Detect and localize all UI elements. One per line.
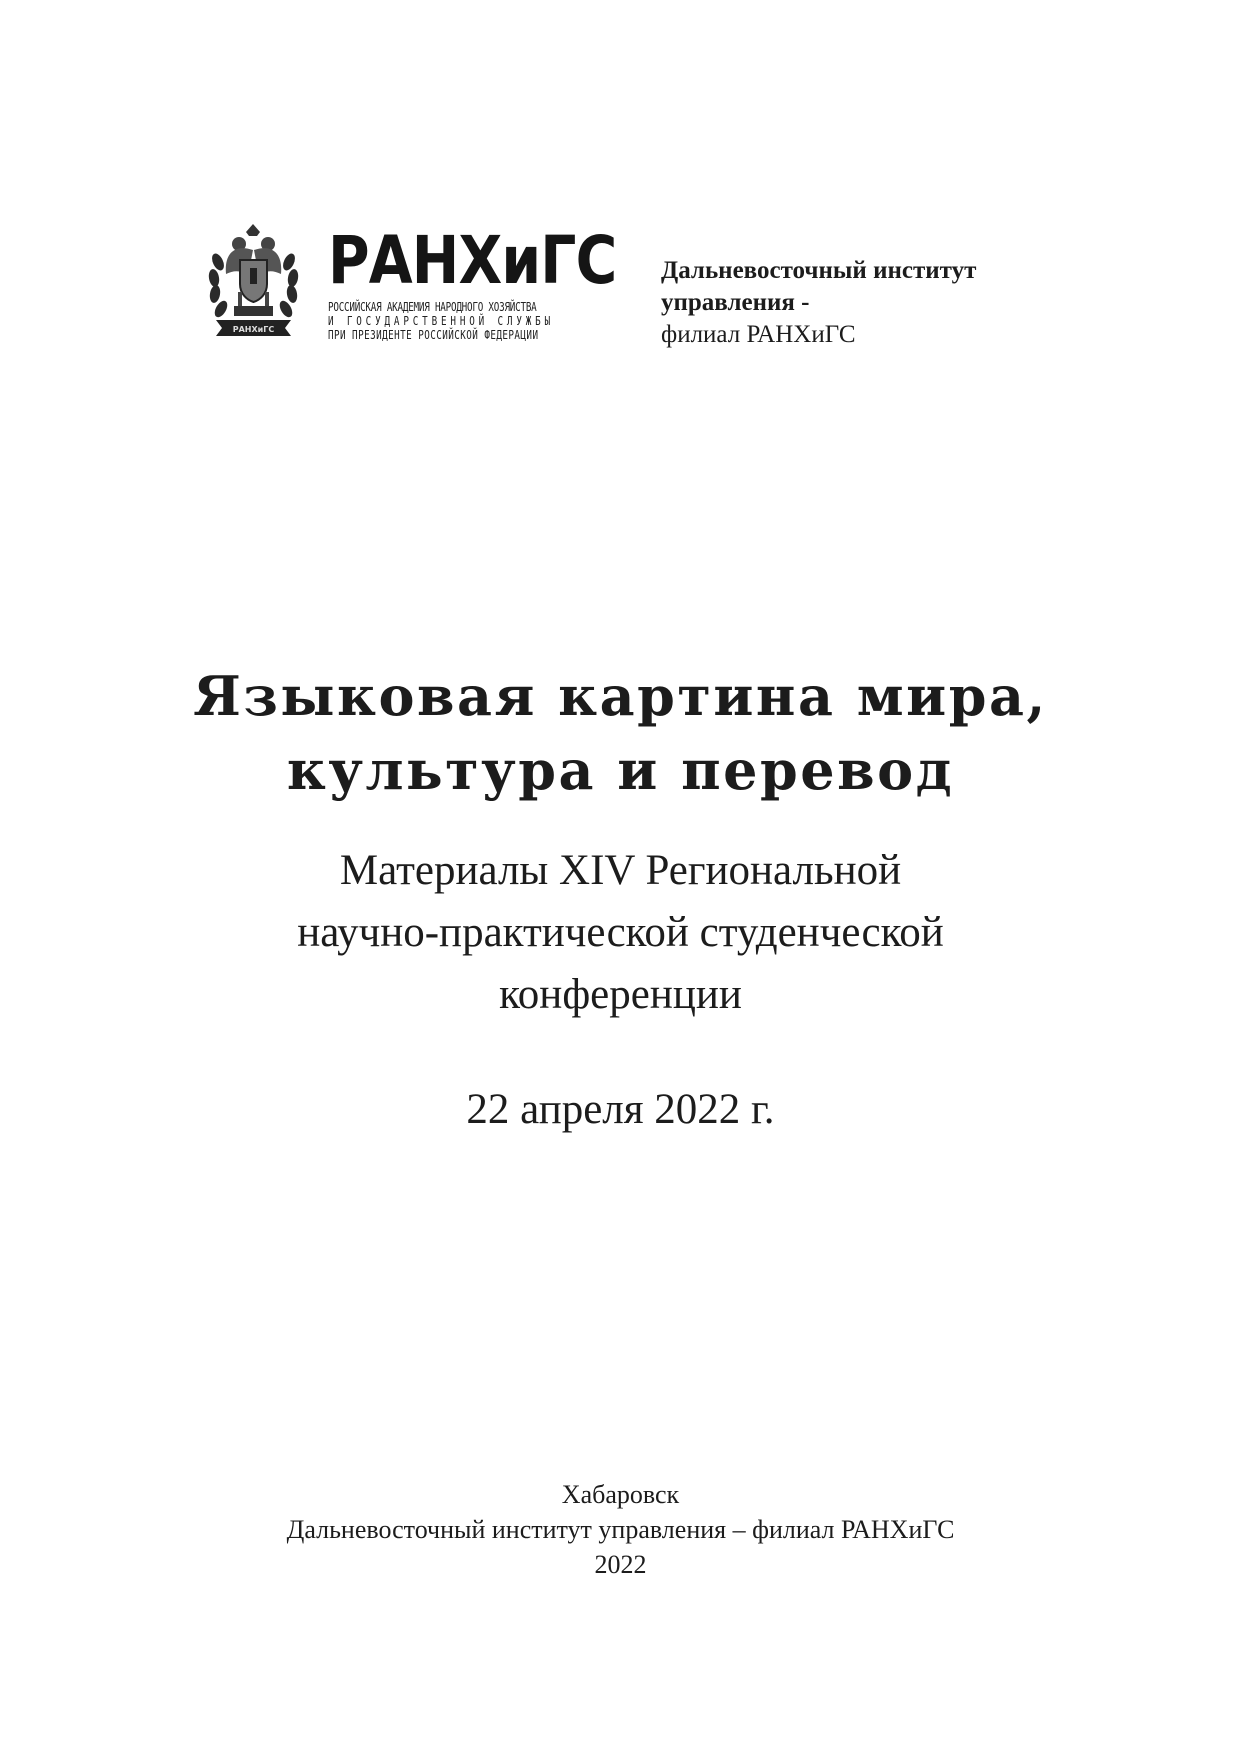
institute-line: Дальневосточный институт [661,257,977,284]
logo-subtitle-line: РОССИЙСКАЯ АКАДЕМИЯ НАРОДНОГО ХОЗЯЙСТВА [328,299,537,314]
title-line: Языковая картина мира, [193,664,1048,728]
subtitle-line: Материалы XIV Региональной [339,847,902,894]
document-subtitle [0,840,1241,1026]
institute-line: управления - [661,289,810,316]
document-title [0,659,1241,807]
imprint-publisher: Дальневосточный институт управления – филиал РАНХиГС [286,1515,955,1544]
logo-subtitle [328,299,555,342]
subtitle-line: научно-практической студенческой [297,909,944,956]
conference-date: 22 апреля 2022 г. [466,1086,775,1133]
logo-subtitle-line: И ГОСУДАРСТВЕННОЙ СЛУЖБЫ [328,313,555,328]
double-headed-eagle-emblem-icon [206,222,301,347]
institute-name [661,255,976,351]
logo-subtitle-line: ПРИ ПРЕЗИДЕНТЕ РОССИЙСКОЙ ФЕДЕРАЦИИ [328,327,539,342]
ranepa-logo [328,222,617,342]
imprint [0,1477,1241,1582]
imprint-city: Хабаровск [561,1480,680,1509]
title-line: культура и перевод [286,738,955,802]
institute-line: филиал РАНХиГС [661,321,856,348]
imprint-year: 2022 [594,1550,647,1579]
logo-abbreviation: РАНХиГС [328,222,617,299]
subtitle-line: конференции [499,971,742,1018]
svg-text:РАНХиГС: РАНХиГС [232,325,275,334]
